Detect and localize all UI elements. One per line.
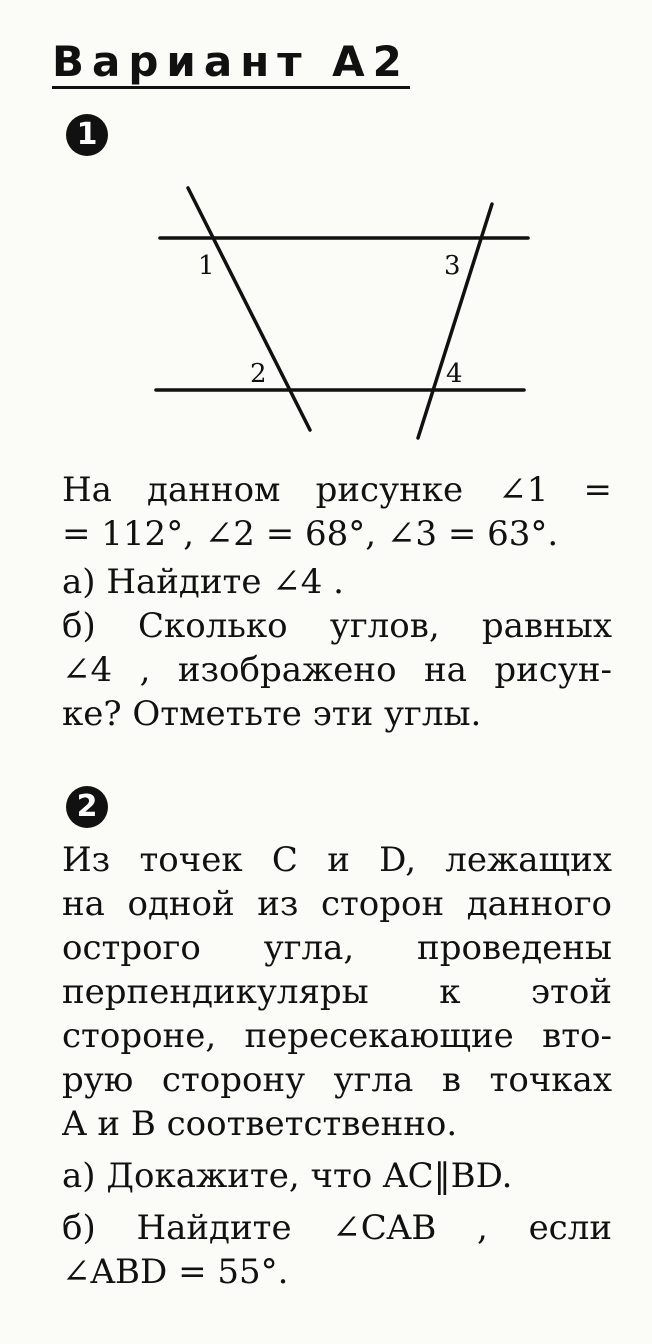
task-2-number-badge: 2 bbox=[66, 786, 108, 828]
angle-label-4: 4 bbox=[446, 359, 463, 389]
task-2-line-2: на одной из сторон данного bbox=[62, 884, 612, 924]
task-1-text bbox=[62, 468, 612, 736]
task-2-line-3: острого угла, проведены bbox=[62, 928, 612, 968]
angle-label-2: 2 bbox=[250, 359, 267, 389]
task-2-text bbox=[62, 838, 612, 1294]
task-1-line-2: = 112°, ∠2 = 68°, ∠3 = 63°. bbox=[62, 514, 559, 554]
task-2-line-6: рую сторону угла в точках bbox=[62, 1060, 612, 1100]
angle-label-1: 1 bbox=[198, 251, 215, 281]
task-2-question-a: а) Докажите, что AC‖BD. bbox=[62, 1156, 513, 1196]
task-1-question-b-line-3: ке? Отметьте эти углы. bbox=[62, 694, 482, 734]
task-1-question-b-line-2: ∠4 , изображено на рисун- bbox=[62, 650, 612, 690]
variant-title: Вариант А2 bbox=[52, 40, 410, 89]
task-1-line-1: На данном рисунке ∠1 = bbox=[62, 470, 612, 510]
task-1-question-b-line-1: б) Сколько углов, равных bbox=[62, 606, 612, 646]
task-1-question-a: а) Найдите ∠4 . bbox=[62, 562, 344, 602]
task-2-line-4: перпендикуляры к этой bbox=[62, 972, 612, 1012]
left-transversal bbox=[188, 188, 310, 430]
task-1-number-badge: 1 bbox=[66, 114, 108, 156]
task-2-question-b-line-2: ∠ABD = 55°. bbox=[62, 1252, 289, 1292]
task-2-line-5: стороне, пересекающие вто- bbox=[62, 1016, 612, 1056]
task-1-figure bbox=[140, 180, 540, 450]
task-2-line-1: Из точек C и D, лежащих bbox=[62, 840, 612, 880]
angle-label-3: 3 bbox=[444, 251, 461, 281]
task-2-question-b-line-1: б) Найдите ∠CAB , если bbox=[62, 1208, 612, 1248]
task-2-line-7: A и B соответственно. bbox=[62, 1104, 458, 1144]
